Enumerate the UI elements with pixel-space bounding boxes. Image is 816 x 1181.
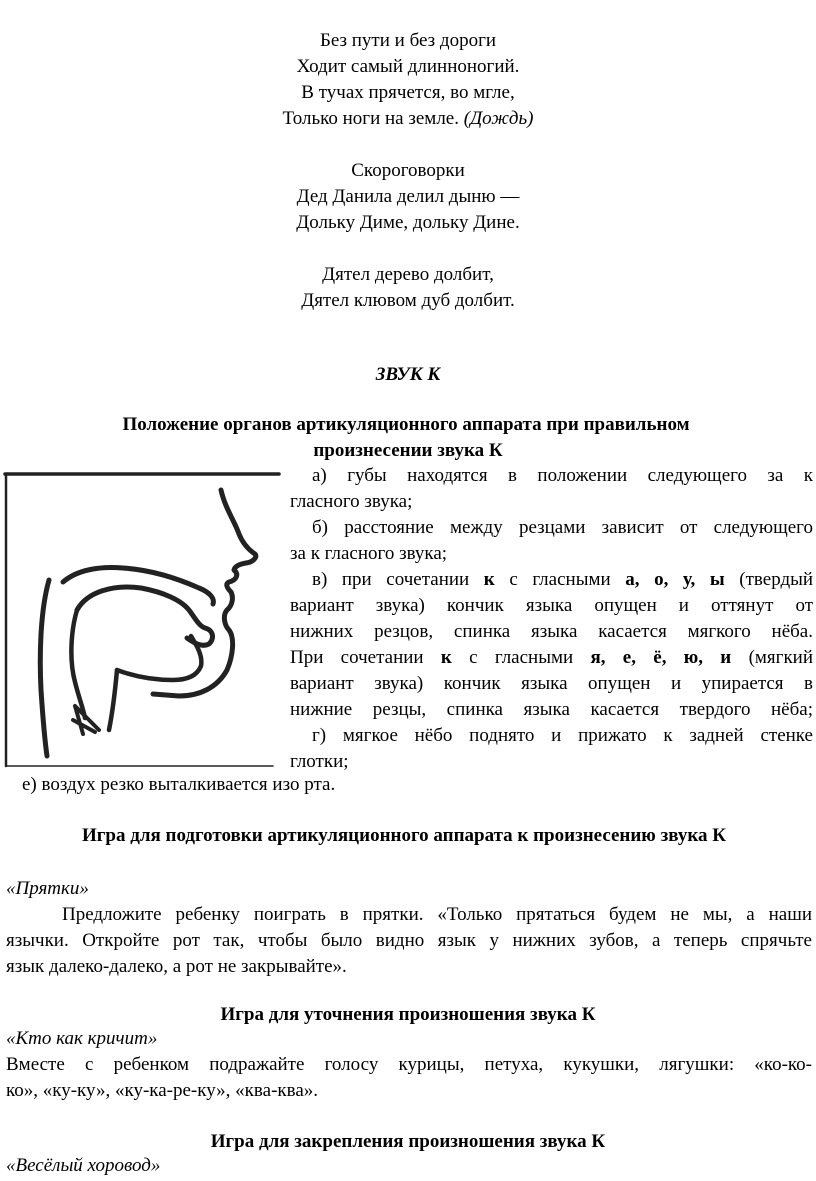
riddle-line-2: Ходит самый длинноногий. bbox=[296, 56, 520, 77]
riddle-answer: (Дождь) bbox=[463, 108, 534, 129]
item-v-line-3: нижних резцов, спинка языка касается мягкого нёба. bbox=[290, 621, 813, 642]
game2-name: «Кто как кричит» bbox=[6, 1028, 158, 1049]
game1-heading: Игра для подготовки артикуляционного аппарата к произнесению звука К bbox=[81, 825, 727, 846]
tongue-twisters-heading: Скороговорки bbox=[351, 160, 465, 181]
riddle-line-4: Только ноги на земле. (Дождь) bbox=[282, 108, 534, 129]
section-subtitle-line-2: произнесении звука К bbox=[313, 440, 503, 461]
item-v-line-2: вариант звука) кончик языка опущен и оттянут от bbox=[290, 595, 813, 616]
neck-front bbox=[109, 670, 117, 730]
twister-1-line-1: Дед Данила делил дыню — bbox=[296, 186, 520, 207]
item-v-line-4: При сочетании к с гласными я, е, ё, ю, и (мягкий bbox=[290, 647, 814, 668]
twister-1-line-2: Дольку Диме, дольку Дине. bbox=[296, 212, 520, 233]
game1-line-2: язычки. Откройте рот так, чтобы было видно язык у нижних зубов, а теперь спрячьте bbox=[6, 930, 812, 951]
game2-line-1: Вместе с ребенком подражайте голосу курицы, петуха, кукушки, лягушки: «ко-ко- bbox=[6, 1054, 812, 1075]
item-a-line-2: гласного звука; bbox=[290, 491, 413, 512]
riddle-line-3: В тучах прячется, во мгле, bbox=[301, 82, 515, 103]
item-a-line-1: а) губы находятся в положении следующего за к bbox=[312, 465, 813, 486]
twister-2-line-1: Дятел дерево долбит, bbox=[322, 264, 494, 285]
section-subtitle-line-1: Положение органов артикуляционного аппарата при правильном bbox=[122, 414, 690, 435]
game3-heading: Игра для закрепления произношения звука К bbox=[210, 1131, 606, 1152]
section-title: ЗВУК К bbox=[375, 364, 441, 385]
item-g-line-1: г) мягкое нёбо поднято и прижато к задней стенке bbox=[312, 725, 813, 746]
twister-2-line-2: Дятел клювом дуб долбит. bbox=[301, 290, 515, 311]
item-b-line-1: б) расстояние между резцами зависит от следующего bbox=[312, 517, 813, 538]
item-g-line-2: глотки; bbox=[290, 751, 349, 772]
item-v-line-1: в) при сочетании к с гласными а, о, у, ы (твердый bbox=[312, 569, 814, 590]
articulation-profile-figure bbox=[3, 470, 281, 768]
game2-heading: Игра для уточнения произношения звука К bbox=[220, 1004, 596, 1025]
game2-line-2: ко», «ку-ку», «ку-ка-ре-ку», «ква-ква». bbox=[6, 1080, 319, 1101]
riddle-line-1: Без пути и без дороги bbox=[319, 30, 497, 51]
pharynx-back-wall bbox=[40, 580, 49, 756]
game3-name: «Весёлый хоровод» bbox=[6, 1155, 161, 1176]
game1-line-3: язык далеко-далеко, а рот не закрывайте». bbox=[6, 956, 347, 977]
item-v-line-6: нижние резцы, спинка языка касается твердого нёба; bbox=[290, 699, 813, 720]
pharynx-front-wall bbox=[71, 610, 85, 718]
lower-jaw-outline bbox=[117, 636, 201, 680]
item-v-line-5: вариант звука) кончик языка опущен и упирается в bbox=[290, 673, 813, 694]
game1-name: «Прятки» bbox=[6, 878, 89, 899]
item-e: е) воздух резко выталкивается изо рта. bbox=[22, 774, 336, 795]
item-b-line-2: за к гласного звука; bbox=[290, 543, 448, 564]
game1-line-1: Предложите ребенку поиграть в прятки. «Только прятаться будем не мы, а наши bbox=[62, 904, 812, 925]
